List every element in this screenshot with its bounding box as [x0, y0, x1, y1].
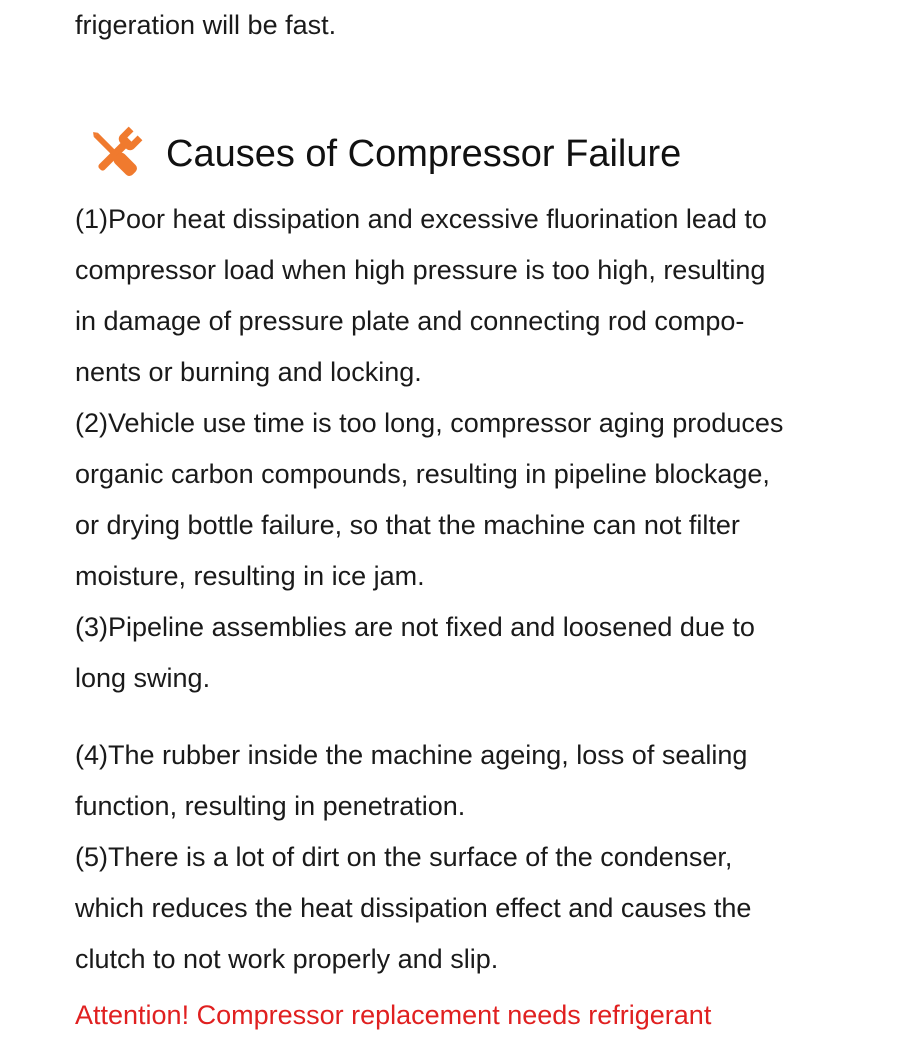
cause-2-line-2: organic carbon compounds, resulting in pipeline blockage, — [75, 459, 770, 489]
intro-paragraph-tail: frigeration will be fast. — [75, 10, 337, 40]
cause-5-line-1: (5)There is a lot of dirt on the surface of the condenser, — [75, 842, 733, 872]
cause-1-line-4: nents or burning and locking. — [75, 357, 422, 387]
cause-1-line-2: compressor load when high pressure is too high, resulting — [75, 255, 766, 285]
cause-3-line-1: (3)Pipeline assemblies are not fixed and loosened due to — [75, 612, 755, 642]
cause-2-line-4: moisture, resulting in ice jam. — [75, 561, 425, 591]
attention-note: Attention! Compressor replacement needs refrigerant — [75, 1000, 712, 1030]
cause-4-line-2: function, resulting in penetration. — [75, 791, 466, 821]
causes-block-upper — [75, 194, 865, 704]
cause-1-line-3: in damage of pressure plate and connecting rod compo- — [75, 306, 745, 336]
section-heading — [84, 122, 681, 186]
cause-5-line-3: clutch to not work properly and slip. — [75, 944, 499, 974]
causes-block-lower — [75, 730, 865, 985]
cause-2-line-3: or drying bottle failure, so that the machine can not filter — [75, 510, 740, 540]
cause-4-line-1: (4)The rubber inside the machine ageing, loss of sealing — [75, 740, 748, 770]
section-title: Causes of Compressor Failure — [166, 133, 682, 175]
cause-5-line-2: which reduces the heat dissipation effect and causes the — [75, 893, 752, 923]
cause-2-line-1: (2)Vehicle use time is too long, compressor aging produces — [75, 408, 784, 438]
wrench-screwdriver-icon — [84, 123, 146, 185]
cause-3-line-2: long swing. — [75, 663, 211, 693]
cause-1-line-1: (1)Poor heat dissipation and excessive fluorination lead to — [75, 204, 767, 234]
